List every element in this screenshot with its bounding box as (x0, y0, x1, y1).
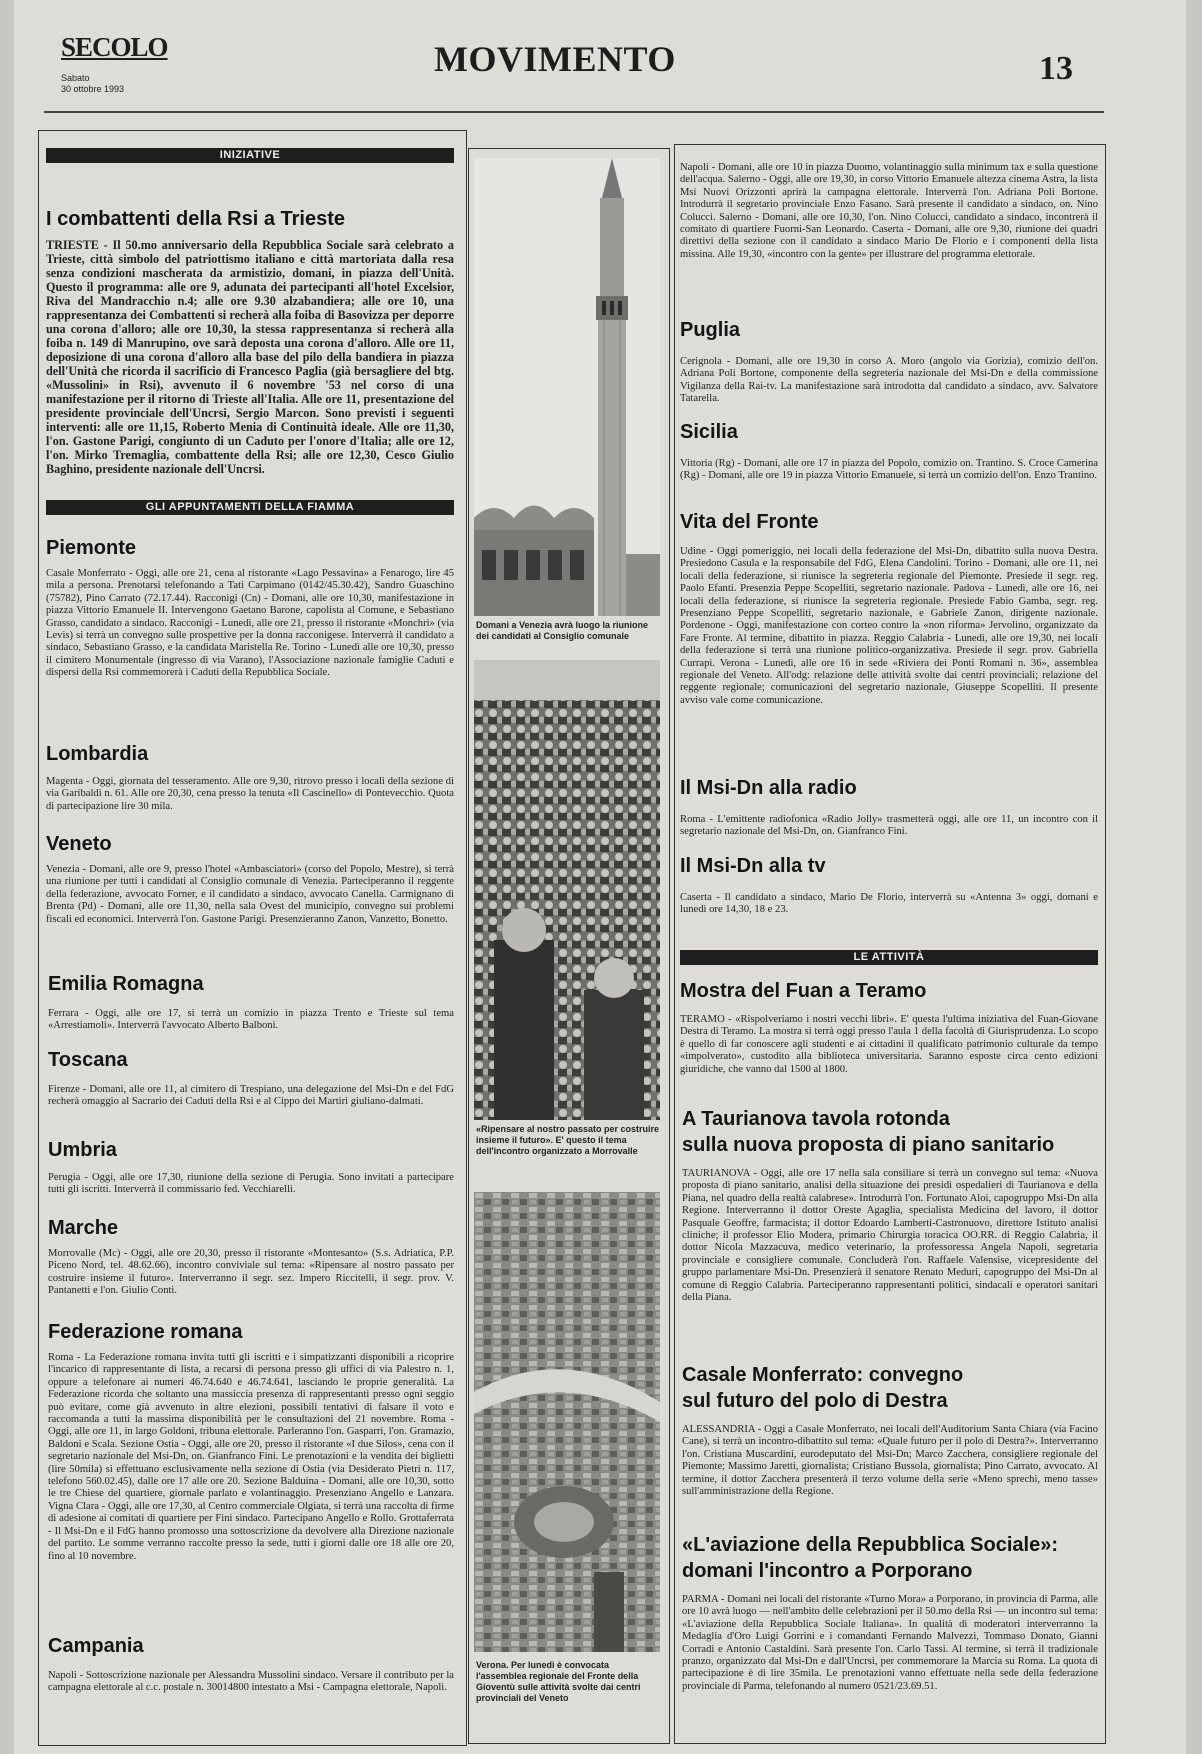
page-number: 13 (1039, 50, 1073, 87)
campania-text: Napoli - Sottoscrizione nazionale per Alessandra Mussolini sindaco. Versare il contributo per la campagna elettorale al c.c. postale n. 30014800 intestato a Msi - Campagna elettorale, Napoli. (48, 1670, 454, 1694)
newspaper-page (14, 0, 1186, 1754)
sicilia-text: Vittoria (Rg) - Domani, alle ore 17 in piazza del Popolo, comizio on. Trantino. S. Croce Camerina (Rg) - Domani, alle ore 19 in piazza Vittorio Emanuele, si terrà un comizio dell'on. Enzo Trantino. (680, 458, 1098, 482)
iniziative-bar: INIZIATIVE (46, 148, 454, 163)
verona-aerial-photo (474, 1192, 660, 1652)
issue-date (61, 73, 124, 95)
piemonte-text: Casale Monferrato - Oggi, alle ore 21, cena al ristorante «Lago Pessavina» a Fenarogo, lire 45 mila a persona. Prenotarsi telefonando a Tati Carpimano (0142/45.30.42), Sandro Guaschino (75782), Pino Carrato (72.17.44). Racconigi (Cn) - Domani, alle ore 10,30, manifestazione in piazza Vittorio Emanuele II. Intervengono Gaetano Barone, capolista al Comune, e Sebastiano Grasso, candidato a sindaco. Racconigi - Lunedì, alle ore 21, presso il ristorante «Monchri» (via Levis) si terrà un convegno sulle prospettive per la donna racconigese. Interverrà il candidato a sindaco, Sebastiano Grasso, e la candidata Maristella Re. Torino - Lunedì alle ore 10,30, presso il cimitero Monumentale (ingresso di via Varano), l'Associazione nazionale famiglie Caduti e dispersi della Rsi commemorerà i Caduti della Repubblica Sociale. (46, 568, 454, 679)
aviazione-headline-2: domani l'incontro a Porporano (682, 1560, 973, 1582)
crowd-caption: «Ripensare al nostro passato per costruire insieme il futuro». E' questo il tema dell'incontro organizzato a Morrovalle (476, 1124, 660, 1156)
vita-del-fronte-heading: Vita del Fronte (680, 511, 819, 533)
region-umbria: Umbria (48, 1139, 117, 1161)
tv-text: Caserta - Il candidato a sindaco, Mario De Florio, interverrà su «Antenna 3» oggi, domani e lunedì ore 14,30, 18 e 23. (680, 892, 1098, 916)
newspaper-logo: SECOLO (61, 32, 168, 62)
appuntamenti-bar: GLI APPUNTAMENTI DELLA FIAMMA (46, 500, 454, 515)
vita-del-fronte-text: Udine - Oggi pomeriggio, nei locali della federazione del Msi-Dn, dibattito sulla nuova Destra. Presiedono Casula e la responsabile del FdG, Elena Candolini. Torino - Domani, alle ore 11, nei locali della federazione, si riunisce la segreteria regionale del Piemonte. Presiede il segr. reg. Paolo Efanti. Presenzia Peppe Scopelliti, segretario nazionale. Padova - Lunedì, alle ore 16, nei locali della federazione, si riunisce la segreteria regionale. Presiede Fabio Gamba, segr. reg. Presenziano Peppe Scopelliti, segretario nazionale, e Gabriele Zanon, dirigente nazionale. Pordenone - Oggi, manifestazione con corteo contro la «non riforma» Jervolino, organizzato da Fare Fronte. Al termine, dibattito in piazza. Reggio Calabria - Lunedì, alle ore 19,30, nei locali della federazione si terrà una riunione politico-organizzativa. Presiede il segr. prov. Gabriella Currapi. Verona - Lunedì, alle ore 16 in sede «Riviera dei Ponti Romani n. 36», assemblea regionale del Veneto. All'odg: relazione delle attività svolte dai centri provinciali; relazione del reggente regionale; comunicazioni del segretario nazionale, Giuseppe Scopelliti. Il presente avviso vale come comunicazione. (680, 546, 1098, 706)
crowd-photo (474, 660, 660, 1120)
section-title: MOVIMENTO (434, 39, 676, 79)
marche-text: Morrovalle (Mc) - Oggi, alle ore 20,30, presso il ristorante «Montesanto» (S.s. Adriatica, P.P. Piceno Nord, tel. 48.62.66), incontro conviviale sul tema: «Ripensare al nostro passato per costruire insieme il futuro». Interverranno il segr. sez. Impero Riccitelli, il segr. prov. V. Pantanetti e l'on. Giulio Conti. (48, 1248, 454, 1297)
region-toscana: Toscana (48, 1049, 128, 1071)
campania-continued-text: Napoli - Domani, alle ore 10 in piazza Duomo, volantinaggio sulla minimum tax e sulla questione dell'acqua. Salerno - Oggi, alle ore 19,30, in corso Vittorio Emanuele altezza cinema Astra, la lista Msi Nuovi Orizzonti aprirà la campagna elettorale. Interverrà l'on. Adriana Poli Bortone. Introdurrà il segretario provinciale Enzo Fasano. Sarà presente il candidato a sindaco, on. Nino Colucci. Salerno - Domani, alle ore 10,30, l'on. Nino Colucci, candidato a sindaco, incontrerà il comitato di quartiere Fuorni-San Leonardo. Caserta - Domani, alle ore 9,30, riunione dei quadri direttivi della sezione con il candidato a sindaco Mario De Florio e i componenti della lista missina. Alle 19,30, «incontro con la gente» per illustrare del programma elettorale. (680, 162, 1098, 260)
region-veneto: Veneto (46, 833, 112, 855)
venice-caption: Domani a Venezia avrà luogo la riunione dei candidati al Consiglio comunale (476, 620, 649, 641)
region-emilia-romagna: Emilia Romagna (48, 973, 204, 995)
radio-heading: Il Msi-Dn alla radio (680, 777, 857, 799)
casale-headline-1: Casale Monferrato: convegno (682, 1364, 964, 1386)
issue-day: Sabato (61, 73, 90, 83)
taurianova-headline-1: A Taurianova tavola rotonda (682, 1108, 950, 1130)
region-piemonte: Piemonte (46, 537, 137, 559)
rsi-article (46, 238, 454, 506)
taurianova-text: TAURIANOVA - Oggi, alle ore 17 nella sala consiliare si terrà un convegno sul tema: «Nuova proposta di piano sanitario, analisi della situazione dei presidi ospedalieri di Taurianova e della Piana, nel quadro della realtà calabrese». Introdurrà l'on. Fortunato Aloi, capogruppo Msi-Dn alla Regione. Interverranno il dottor Oreste Agaglia, specialista Medicina del lavoro, il dottor Pasquale Geoffre, farmacista; il dottor Edoardo Lamberti-Castronuovo, direttore Istituto analisi cliniche; il professor Elio Modera, primario Chirurgia toracica OO.RR. di Reggio Calabria, il dottor Nicola Mazzacuva, medico veterinario, la professoressa Angela Napoli, segretaria provinciale e consigliere comunale. Concluderà l'on. Raffaele Valensise, vicepresidente del gruppo parlamentare Msi-Dn. Presenzierà il senatore Renato Meduri, capogruppo del Msi-Dn al comune di Reggio Calabria. Parteciperanno rappresentanti politici, sindacali e operatori sanitari della Piana. (682, 1168, 1098, 1304)
region-lombardia: Lombardia (46, 743, 149, 765)
casale-text: ALESSANDRIA - Oggi a Casale Monferrato, nei locali dell'Auditorium Santa Chiara (via Facino Cane), si terrà un incontro-dibattito sul tema: «Quale futuro per il polo di Destra?». Interverranno l'on. Cristiana Muscardini, eurodeputato del Msi-Dn; Marco Zacchera, consigliere regionale del Piemonte; Massimo Jaretti, giornalista; Cristiano Bussola, giornalista; Pino Carrato, avvocato. Al termine, il dottor Zacchera presenterà il terzo volume della serie «Meno sprechi, meno tasse» sull'amministrazione della Regione. (682, 1424, 1098, 1498)
tv-heading: Il Msi-Dn alla tv (680, 855, 826, 877)
attivita-bar: LE ATTIVITÀ (680, 950, 1098, 965)
puglia-text: Cerignola - Domani, alle ore 19,30 in corso A. Moro (angolo via Gorizia), comizio dell'on. Adriana Poli Bortone, componente della segreteria nazionale del Msi-Dn e della commissione Vigilanza della Rai-tv. La manifestazione sarà introdotta dal candidato a sindaco, avv. Salvatore Tatarella. (680, 356, 1098, 405)
umbria-text: Perugia - Oggi, alle ore 17,30, riunione della sezione di Perugia. Sono invitati a partecipare tutti gli iscritti. Interverrà il commissario fed. Vecchiarelli. (48, 1172, 454, 1196)
masthead (44, 28, 1094, 108)
rsi-dateline: TRIESTE (46, 238, 99, 252)
issue-full-date: 30 ottobre 1993 (61, 84, 125, 94)
region-federazione-romana: Federazione romana (48, 1321, 243, 1343)
emilia-text: Ferrara - Oggi, alle ore 17, si terrà un comizio in piazza Trento e Trieste sul tema «Arrestiamoli». Interverrà l'avvocato Alberto Balboni. (48, 1008, 454, 1032)
rsi-text: - Il 50.mo anniversario della Repubblica Sociale sarà celebrato a Trieste, città simbolo del patriottismo italiano e città martoriata dalla resa senza condizioni mascherata da armistizio, domani, in piazza dell'Unità. Questo il programma: alle ore 9, adunata dei partecipanti all'hotel Excelsior, Riva del Mandracchio n.4; alle ore 9.30 alzabandiera; alle ore 10, una rappresentanza dei Combattenti si recherà alla foiba di Basovizza per deporre una corona d'alloro; alle ore 10,30, la stessa rappresentanza si recherà alla foiba n. 149 di Manrupino, ove sarà deposta una corona d'alloro. Alle ore 11, deposizione di una corona d'alloro alla base del pilo della bandiera in piazza dell'Unità che ricorda il sacrificio di Francesco Paglia (già bersagliere del btg. «Mussolini» in Rsi), avvenuto il 6 novembre '53 nel corso di una manifestazione per il ritorno di Trieste all'Italia. Alle ore 11, presentazione del presidente provinciale dell'Uncrsi, Sergio Marcon. Sono previsti i seguenti interventi: alle ore 11,15, Roberto Menia di Continuità ideale. Alle ore 11,30, l'on. Gastone Parigi, congiunto di un Caduto per l'onore d'Italia; alle ore 12, l'on. Mirko Tremaglia, combattente della Rsi; alle ore 12,30, Cesco Giulio Baghino, presidente nazionale dell'Uncrsi. (46, 238, 454, 476)
taurianova-headline-2: sulla nuova proposta di piano sanitario (682, 1134, 1055, 1156)
radio-text: Roma - L'emittente radiofonica «Radio Jolly» trasmetterà oggi, alle ore 11, un incontro con il segretario nazionale del Msi-Dn, on. Gianfranco Fini. (680, 814, 1098, 838)
casale-headline-2: sul futuro del polo di Destra (682, 1390, 948, 1412)
fuan-text: TERAMO - «Rispolveriamo i nostri vecchi libri». E' questa l'ultima iniziativa del Fuan-Giovane Destra di Teramo. La mostra si terrà oggi presso l'aula 1 della facoltà di Giurisprudenza. Lo scopo è quello di far conoscere agli studenti e ai cittadini il qualificato patrimonio culturale da tempo «impolverato», custodito alla biblioteca universitaria. Saranno esposte circa cento edizioni giuridiche, che vanno dal 1500 al 1800. (680, 1014, 1098, 1075)
fuan-headline: Mostra del Fuan a Teramo (680, 980, 927, 1002)
region-marche: Marche (48, 1217, 119, 1239)
region-sicilia: Sicilia (680, 421, 738, 443)
venice-campanile-photo (474, 158, 660, 616)
aviazione-text: PARMA - Domani nei locali del ristorante «Turno Mora» a Porporano, in provincia di Parma, alle ore 10 avrà luogo — nell'ambito delle celebrazioni per il 50.mo della Rsi — un incontro sul tema: «L'aviazione della Repubblica Sociale Italiana». In qualità di moderatori interverranno la Medaglia d'Oro Luigi Gorrini e i comandanti Fernando Malvezzi, Tommaso Donato, Gianni Corradi e Antonio Castaldini. Sarà presente l'on. Carlo Tassi. Al termine, si terrà il tradizionale pranzo, organizzato dal Msi-Dn e dall'Uncrsi, per commemorare la Marcia su Roma. La quota di partecipazione è di lire 35mila. Le prenotazioni vanno effettuate nella sede della federazione provinciale di Parma, telefonando al numero 0521/23.69.51. (682, 1594, 1098, 1692)
region-campania: Campania (48, 1635, 144, 1657)
verona-caption: Verona. Per lunedì è convocata l'assemblea regionale del Fronte della Gioventù sulle attività svolte dai centri provinciali del Veneto (476, 1660, 641, 1703)
masthead-rule (44, 111, 1104, 113)
lombardia-text: Magenta - Oggi, giornata del tesseramento. Alle ore 9,30, ritrovo presso i locali della sezione di via Garibaldi n. 61. Alle ore 20,30, cena presso la tenuta «Il Cascinello» di Pontevecchio. Quota di partecipazione lire 30 mila. (46, 776, 454, 812)
region-puglia: Puglia (680, 319, 741, 341)
rsi-headline: I combattenti della Rsi a Trieste (46, 208, 345, 230)
veneto-text: Venezia - Domani, alle ore 9, presso l'hotel «Ambasciatori» (corso del Popolo, Mestre), si terrà una riunione per tutti i candidati al Consiglio comunale di Venezia. Parteciperanno il reggente della federazione, avvocato Forner, e il candidato a sindaco, avvocato Canella. Carmignano di Brenta (Pd) - Domani, alle ore 11,30, nella sala Ovest del municipio, convegno sui problemi fiscali ed economici. Interverrà l'on. Gastone Parigi. Presenzieranno Zanon, Vanzetto, Bonetto. (46, 864, 454, 925)
federazione-text: Roma - La Federazione romana invita tutti gli iscritti e i simpatizzanti disponibili a ricoprire l'incarico di rappresentante di lista, a recarsi di persona presso gli uffici di via Palestro n. 1, oppure a telefonare ai numeri 46.74.640 e 46.74.641, lasciando le proprie generalità. La Federazione ricorda che soltanto una massiccia presenza di rappresentanti presso ogni seggio può evitare, come già avvenuto in altre elezioni, possibili tentativi di falsare il voto e raccomanda a tutti la massima disponibilità per le consultazioni del 21 novembre. Roma - Oggi, alle ore 11, in largo Goldoni, tribuna elettorale. Parleranno l'on. Gasparri, l'on. Gramazio, Baldoni e Scala. Sezione Ostia - Oggi, alle ore 20, presso il ristorante «I due Silos», cena con il segretario nazionale del Msi-Dn, on. Gianfranco Fini. Le prenotazioni e la vendita dei biglietti (lire 50mila) si effettuano esclusivamente nella sezione di Ostia (via Desiderato Pietri n. 117, telefono 560.02.45), dalle ore 17 alle ore 20. Sezione Balduina - Domani, alle ore 10,30, sotto le tre Chiese del quartiere, giornale parlato e volantinaggio. Presenziano Angello e Lanzara. Vigna Clara - Oggi, alle ore 17,30, al Centro commerciale Olgiata, si terrà una raccolta di firme di adesione ai comitati di quartiere per Fini sindaco. Partecipano Angello e Rollo. Grottaferrata - Il Msi-Dn e il FdG hanno promosso una sottoscrizione da devolvere alla Direzione nazionale del partito. Le somme verranno raccolte presso la sede, tutti i giorni dalle ore 18 alle ore 20, fino al 10 novembre. (48, 1352, 454, 1562)
aviazione-headline-1: «L'aviazione della Repubblica Sociale»: (682, 1534, 1058, 1556)
toscana-text: Firenze - Domani, alle ore 11, al cimitero di Trespiano, una delegazione del Msi-Dn e del FdG recherà omaggio al Sacrario dei Caduti della Rsi e al Cippo dei Martiri giuliano-dalmati. (48, 1084, 454, 1108)
